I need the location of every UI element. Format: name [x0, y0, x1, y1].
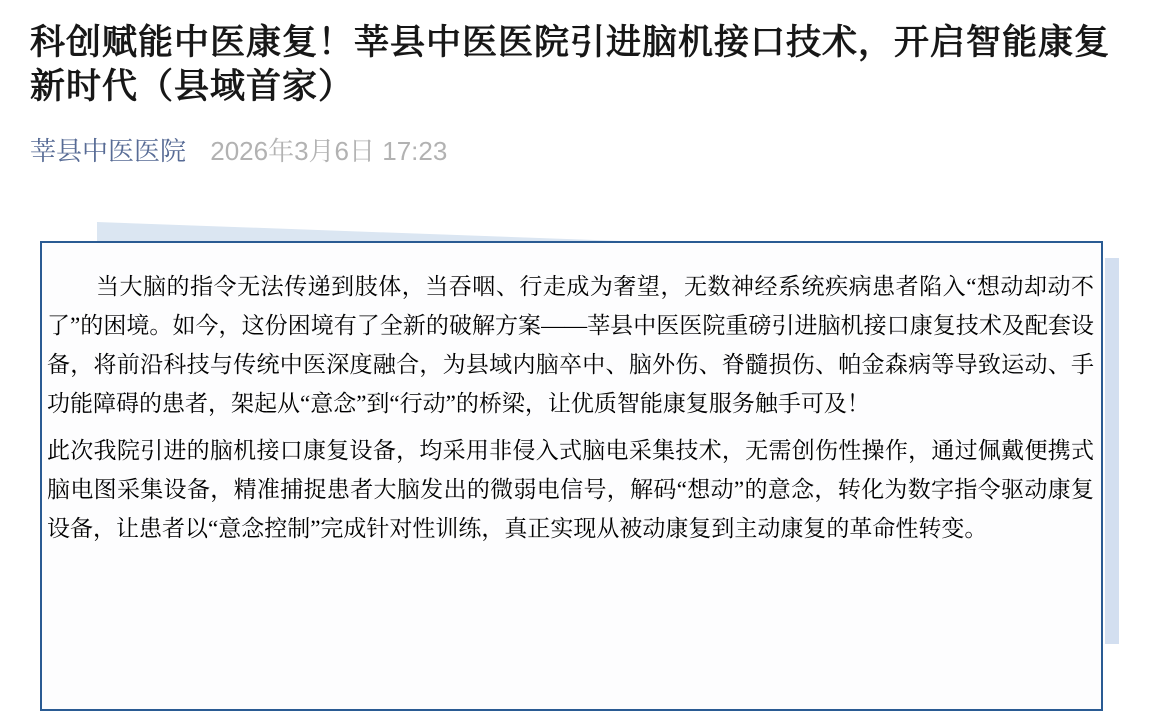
- byline: [30, 136, 447, 167]
- top-ribbon-decoration: [97, 222, 622, 241]
- article-content-box: [40, 241, 1103, 711]
- paragraph-1: 当大脑的指令无法传递到肢体，当吞咽、行走成为奢望，无数神经系统疾病患者陷入“想动却动不了”的困境。如今，这份困境有了全新的破解方案——莘县中医医院重磅引进脑机接口康复技术及配套设备，将前沿科技与传统中医深度融合，为县域内脑卒中、脑外伤、脊髓损伤、帕金森病等导致运动、手功能障碍的患者，架起从“意念”到“行动”的桥梁，让优质智能康复服务触手可及！: [47, 274, 1094, 416]
- article-title: 科创赋能中医康复！莘县中医医院引进脑机接口技术，开启智能康复新时代（县域首家）: [30, 23, 1111, 106]
- author-account-link[interactable]: 莘县中医医院: [30, 136, 187, 166]
- publish-date: 2026年3月6日 17:23: [210, 136, 448, 166]
- right-shadow-decoration: [1105, 258, 1119, 644]
- paragraph-2: 此次我院引进的脑机接口康复设备，均采用非侵入式脑电采集技术，无需创伤性操作，通过佩戴便携式脑电图采集设备，精准捕捉患者大脑发出的微弱电信号，解码“想动”的意念，转化为数字指令驱动康复设备，让患者以“意念控制”完成针对性训练，真正实现从被动康复到主动康复的革命性转变。: [47, 438, 1094, 541]
